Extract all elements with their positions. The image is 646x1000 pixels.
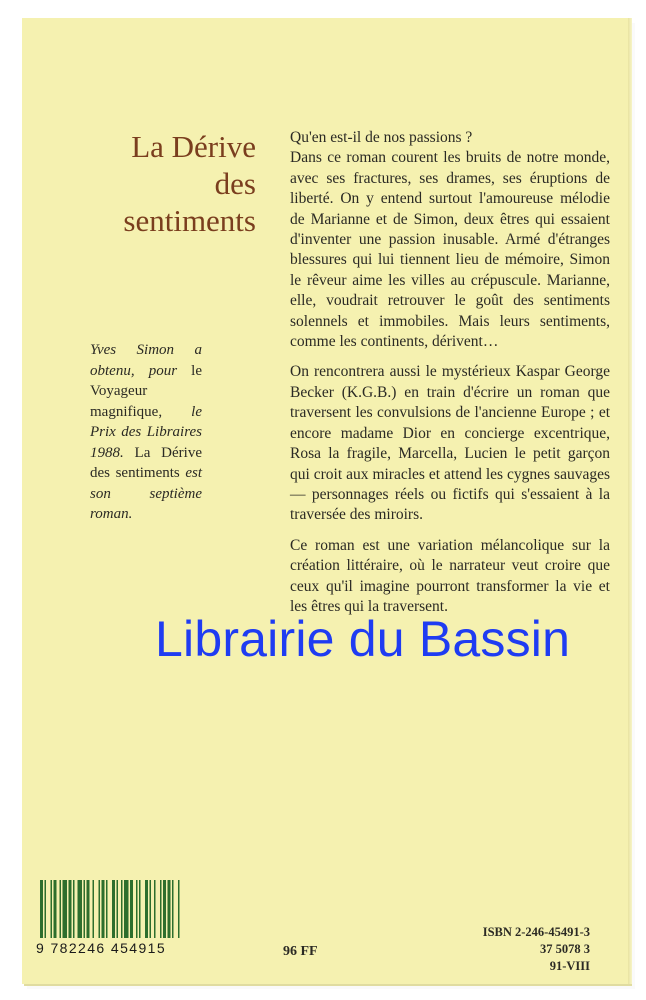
note-italic-4: est son septième roman. (90, 465, 203, 522)
barcode-bar (172, 880, 174, 938)
bookshop-watermark: Librairie du Bassin (155, 611, 571, 667)
barcode-bar (54, 880, 57, 938)
barcode-bar (139, 880, 141, 938)
barcode-bar (60, 880, 62, 938)
barcode-bar (51, 880, 53, 938)
book-spine-edge (628, 18, 632, 984)
catalog-number: 37 5078 3 (540, 942, 590, 956)
barcode-bar (69, 880, 72, 938)
barcode-bar (84, 880, 86, 938)
barcode-bar (168, 880, 171, 938)
barcode-bar (178, 880, 180, 938)
note-italic-3: le Prix des Libraires 1988. (90, 403, 202, 461)
author-note (90, 340, 202, 525)
barcode-digits: 9 782246 454915 (36, 940, 166, 956)
barcode-bar (117, 880, 119, 938)
barcode-bar (124, 880, 129, 938)
note-text-2: La Dérive des sentiments (90, 444, 202, 481)
note-italic-1: Yves Simon a obtenu, (90, 342, 202, 379)
barcode-bar (130, 880, 133, 938)
title-line-3: sentiments (123, 203, 256, 238)
barcode-bar (112, 880, 115, 938)
note-italic-2: pour (148, 362, 178, 379)
barcode-bar (121, 880, 123, 938)
barcode-bar (106, 880, 108, 938)
blurb-paragraph-2: On rencontrera aussi le mystérieux Kaspar George Becker (K.G.B.) en train d'écrire un roman que traversent les convulsions de l'ancienne Europe ; et encore madame Dior en concierge excentrique, Rosa la fragile, Marcella, Lucien le petit garçon qui croit aux miracles et attend les cygnes sauvages — personnages réels ou fictifs qui s'essaient à la traversée des miroirs. (290, 363, 610, 524)
barcode-bar (163, 880, 166, 938)
barcode-bar (150, 880, 152, 938)
blurb-question: Qu'en est-il de nos passions ? (290, 129, 473, 146)
barcode-bar (160, 880, 162, 938)
blurb-paragraph-3: Ce roman est une variation mélancolique sur la création littéraire, où le narrateur veut croire que ceux qu'il imagine pourront transformer la vie et les êtres qui la traversent. (290, 536, 610, 615)
price-label: 96 FF (283, 944, 318, 959)
barcode-bar (63, 880, 68, 938)
barcode-bars (32, 880, 247, 940)
barcode-bar (73, 880, 75, 938)
barcode-bar (93, 880, 95, 938)
blurb-paragraph-1-text: Dans ce roman courent les bruits de notre monde, avec ses fractures, ses drames, ses éruptions de liberté. On y entend surtout l'amoureuse mélodie de Marianne et de Simon, deux êtres qui essaient d'inventer une passion inusable. Armé d'étranges blessures qui lui tiennent lieu de mémoire, Simon le rêveur aime les villes au crépuscule. Marianne, elle, voudrait retrouver le goût des sentiments solennels et immobiles. Mais leurs sentiments, comme les continents, dérivent… (290, 149, 610, 351)
note-text-1: le Voyageur magnifique, (90, 362, 202, 420)
barcode-bar (136, 880, 138, 938)
barcode-bar (40, 880, 43, 938)
title-line-1: La Dérive (131, 129, 256, 164)
blurb-text (290, 128, 610, 627)
publication-codes (483, 924, 590, 975)
barcode-bar (145, 880, 148, 938)
isbn-code: ISBN 2-246-45491-3 (482, 925, 590, 939)
barcode-bar (99, 880, 101, 938)
title-line-2: des (214, 166, 256, 201)
book-title (56, 128, 256, 239)
blurb-paragraph-1 (290, 128, 610, 352)
barcode-bar (78, 880, 83, 938)
barcode-bar (102, 880, 105, 938)
barcode-bar (45, 880, 47, 938)
barcode-bar (154, 880, 156, 938)
series-code: 91-VIII (549, 959, 590, 973)
barcode-bar (87, 880, 90, 938)
